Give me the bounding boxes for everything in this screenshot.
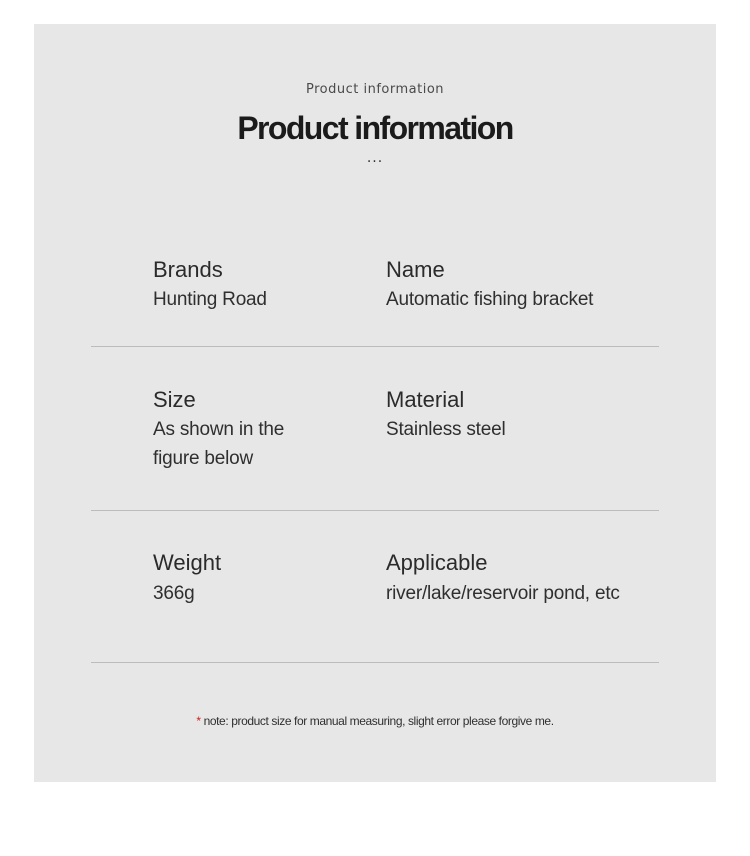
note-asterisk: *	[196, 714, 201, 728]
weight-value: 366g	[153, 583, 195, 604]
size-label: Size	[153, 387, 196, 412]
material-label: Material	[386, 387, 465, 412]
applicable-label: Applicable	[386, 550, 488, 575]
row-divider	[91, 346, 659, 347]
name-value: Automatic fishing bracket	[386, 289, 594, 310]
weight-label: Weight	[153, 550, 222, 575]
brands-value: Hunting Road	[153, 289, 267, 310]
name-label: Name	[386, 257, 445, 282]
ellipsis-ornament: ···	[366, 154, 384, 170]
applicable-value: river/lake/reservoir pond, etc	[386, 583, 620, 604]
measurement-note	[34, 714, 716, 728]
note-text: note: product size for manual measuring, slight error please forgive me.	[200, 714, 554, 728]
section-title: Product information	[237, 110, 513, 146]
row-divider	[91, 510, 659, 511]
section-eyebrow: Product information	[305, 82, 445, 97]
material-value: Stainless steel	[386, 419, 506, 440]
size-value: As shown in the figure below	[153, 419, 285, 469]
row-divider	[91, 662, 659, 663]
brands-label: Brands	[153, 257, 223, 282]
product-info-card	[34, 24, 716, 782]
